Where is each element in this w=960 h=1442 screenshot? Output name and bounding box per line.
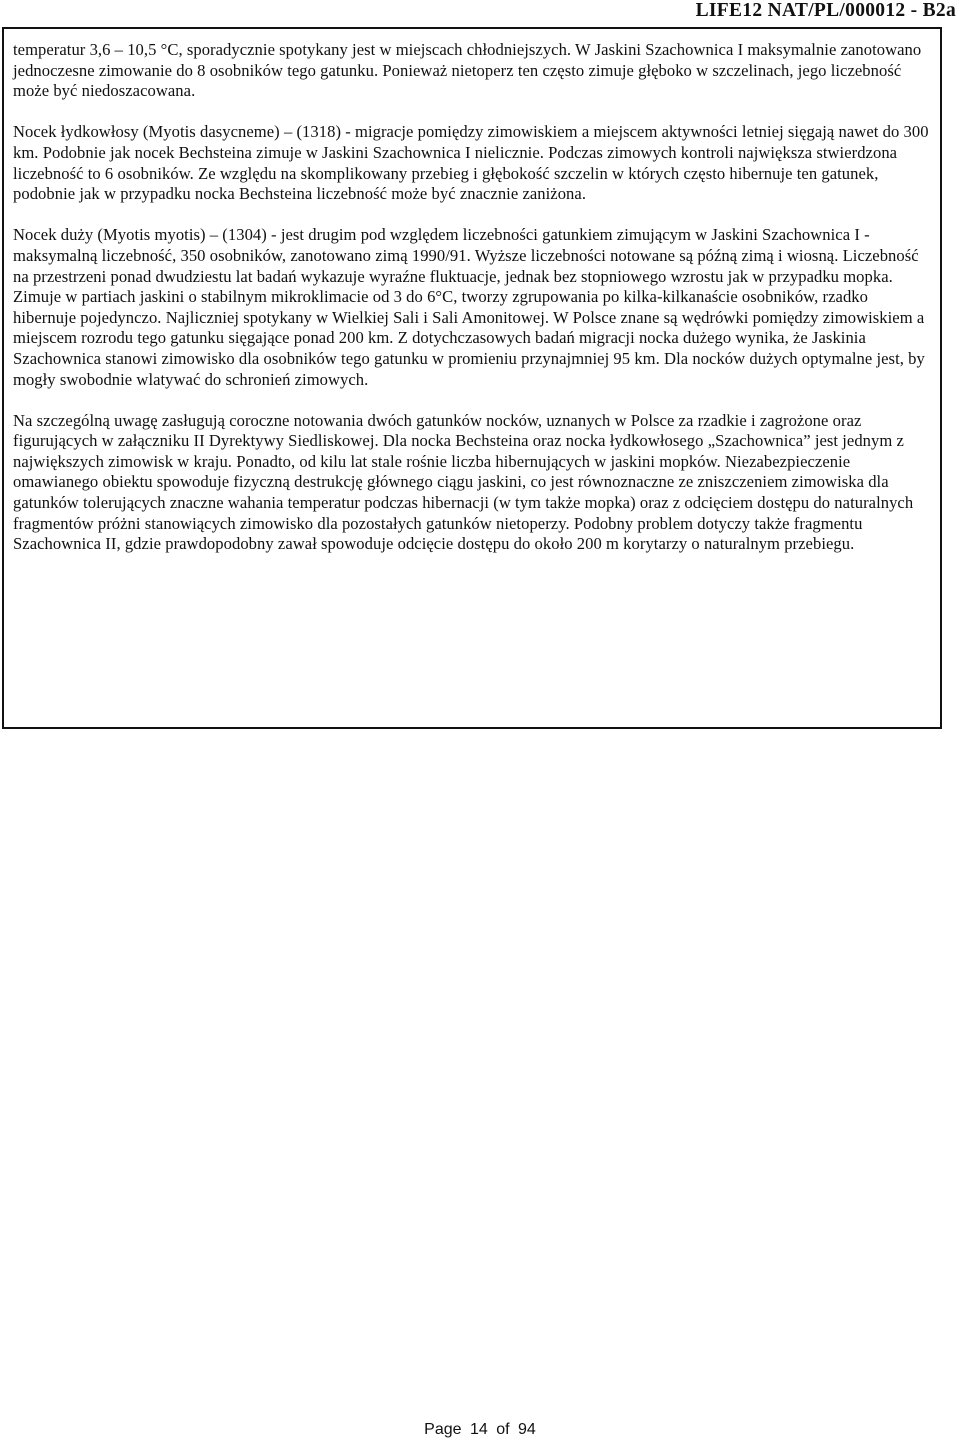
paragraph-myotis-myotis: Nocek duży (Myotis myotis) – (1304) - jest drugim pod względem liczebności gatunkiem zimującym w Jaskini Szachownica I - maksymalną liczebność, 350 osobników, zanotowano zimą 1990/91. Wyższe liczebności notowane są późną zimą i wiosną. Liczebność na przestrzeni ponad dwudziestu lat badań wykazuje wyraźne fluktuacje, jednak bez stopniowego wzrostu jak w przypadku mopka. Zimuje w partiach jaskini o stabilnym mikroklimacie od 3 do 6°C, tworzy zgrupowania po kilka-kilkanaście osobników, rzadko hibernuje pojedynczo. Najliczniej spotykany w Wielkiej Sali i Sali Amonitowej. W Polsce znane są wędrówki pomiędzy zimowiskiem a miejscem rozrodu tego gatunku sięgające ponad 200 km. Z dotychczasowych badań migracji nocka dużego wynika, że Jaskinia Szachownica stanowi zimowisko dla osobników tego gatunku w promieniu przynajmniej 95 km. Dla nocków dużych optymalne jest, by mogły swobodnie wlatywać do schronień zimowych. <box>13 225 925 389</box>
of-word: of <box>496 1421 510 1438</box>
page-number: 14 <box>469 1421 488 1438</box>
paragraph-temperature-note: temperatur 3,6 – 10,5 °C, sporadycznie spotykany jest w miejscach chłodniejszych. W Jaskini Szachownica I maksymalnie zanotowano jednoczesne zimowanie do 8 osobników tego gatunku. Ponieważ nietoperz ten często zimuje głęboko w szczelinach, jego liczebność może być niedoszacowana. <box>13 40 922 101</box>
page-footer <box>0 1420 960 1440</box>
content-frame <box>2 27 942 729</box>
total-pages: 94 <box>518 1421 536 1438</box>
content-body <box>13 40 933 575</box>
document-code: LIFE12 NAT/PL/000012 - B2a <box>695 0 956 21</box>
paragraph-myotis-dasycneme: Nocek łydkowłosy (Myotis dasycneme) – (1318) - migracje pomiędzy zimowiskiem a miejscem aktywności letniej sięgają nawet do 300 km. Podobnie jak nocek Bechsteina zimuje w Jaskini Szachownica I nielicznie. Podczas zimowych kontroli największa stwierdzona liczebność to 6 osobników. Ze względu na skomplikowany przebieg i głębokość szczelin w których często hibernuje ten gatunek, podobnie jak w przypadku nocka Bechsteina liczebność może być znacznie zaniżona. <box>13 122 929 204</box>
page-word: Page <box>424 1421 462 1438</box>
paragraph-conservation-summary: Na szczególną uwagę zasługują coroczne notowania dwóch gatunków nocków, uznanych w Polsce za rzadkie i zagrożone oraz figurujących w załączniku II Dyrektywy Siedliskowej. Dla nocka Bechsteina oraz nocka łydkowłosego „Szachownica” jest jednym z największych zimowisk w kraju. Ponadto, od kilu lat stale rośnie liczba hibernujących w jaskini mopków. Niezabezpieczenie omawianego obiektu spowoduje fizyczną destrukcję głównego ciągu jaskini, co jest równoznaczne ze zniszczeniem zimowiska dla gatunków tolerujących znaczne wahania temperatur podczas hibernacji (w tym także mopka) oraz z odcięciem dostępu do naturalnych fragmentów próżni stanowiących zimowisko dla pozostałych gatunków nietoperzy. Podobny problem dotyczy także fragmentu Szachownica II, gdzie prawdopodobny zawał spowoduje odcięcie dostępu do około 200 m korytarzy o naturalnym przebiegu. <box>13 410 914 554</box>
